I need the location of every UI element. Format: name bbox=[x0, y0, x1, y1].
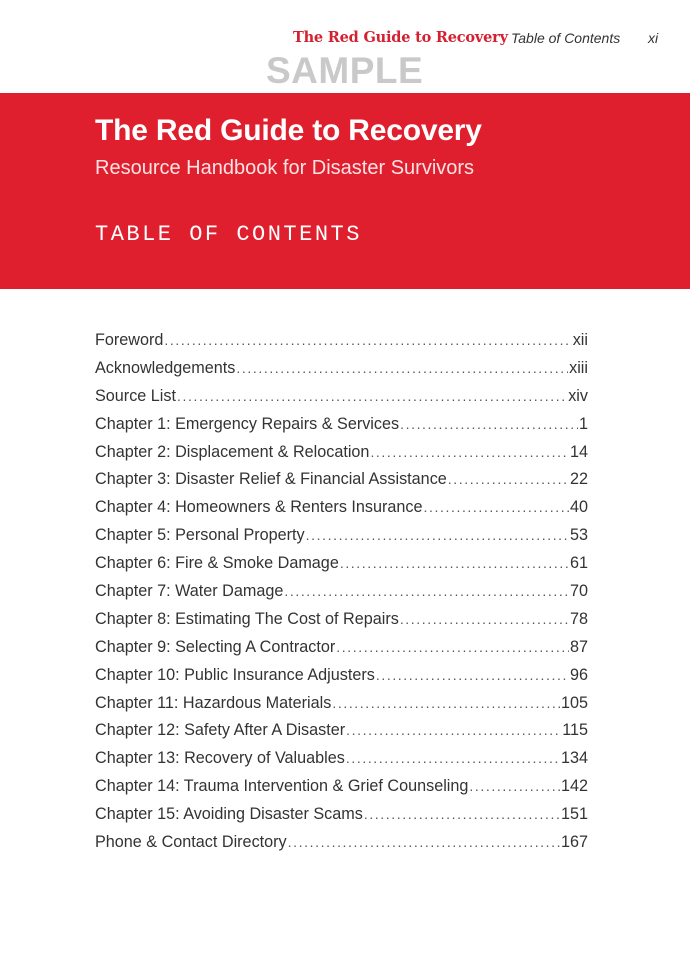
toc-entry-label: Chapter 10: Public Insurance Adjusters bbox=[95, 665, 375, 684]
sample-watermark: SAMPLE bbox=[266, 50, 424, 91]
toc-entry-label: Chapter 9: Selecting A Contractor bbox=[95, 637, 336, 656]
dot-leader bbox=[364, 806, 560, 822]
toc-entry-page: xii bbox=[572, 331, 588, 349]
toc-entry-page: 142 bbox=[560, 777, 588, 796]
toc-entry[interactable] bbox=[95, 331, 588, 359]
running-header-section: Table of Contents bbox=[511, 30, 621, 46]
toc-entry-label: Chapter 1: Emergency Repairs & Services bbox=[95, 414, 400, 433]
toc-entry[interactable] bbox=[95, 666, 588, 694]
toc-entry-label: Foreword bbox=[95, 331, 164, 349]
dot-leader bbox=[306, 527, 569, 543]
dot-leader bbox=[332, 695, 560, 711]
toc-entry-page: 151 bbox=[560, 805, 588, 824]
section-heading: TABLE OF CONTENTS bbox=[95, 222, 362, 247]
toc-entry[interactable] bbox=[95, 582, 588, 610]
running-header-book-title: The Red Guide to Recovery bbox=[293, 29, 508, 46]
toc-entry-label: Chapter 11: Hazardous Materials bbox=[95, 693, 332, 712]
toc-entry[interactable] bbox=[95, 443, 588, 471]
dot-leader bbox=[370, 444, 569, 460]
toc-entry-page: 167 bbox=[560, 833, 588, 852]
toc-entry-label: Phone & Contact Directory bbox=[95, 833, 287, 852]
dot-leader bbox=[340, 555, 569, 571]
dot-leader bbox=[448, 471, 569, 487]
dot-leader bbox=[400, 416, 578, 432]
toc-entry-label: Source List bbox=[95, 386, 176, 405]
table-of-contents bbox=[95, 331, 588, 861]
toc-entry[interactable] bbox=[95, 554, 588, 582]
toc-entry[interactable] bbox=[95, 777, 588, 805]
toc-entry-page: 53 bbox=[569, 526, 588, 545]
toc-entry[interactable] bbox=[95, 387, 588, 415]
toc-entry-label: Acknowledgements bbox=[95, 358, 236, 377]
toc-entry[interactable] bbox=[95, 610, 588, 638]
toc-entry[interactable] bbox=[95, 470, 588, 498]
toc-entry-page: 61 bbox=[569, 554, 588, 573]
toc-entry-page: 78 bbox=[569, 609, 588, 628]
toc-entry-page: 87 bbox=[569, 637, 588, 656]
toc-entry[interactable] bbox=[95, 498, 588, 526]
dot-leader bbox=[376, 667, 569, 683]
dot-leader bbox=[346, 722, 561, 738]
toc-entry[interactable] bbox=[95, 721, 588, 749]
toc-entry-label: Chapter 5: Personal Property bbox=[95, 526, 305, 545]
toc-entry-page: xiii bbox=[569, 358, 588, 377]
page-number: xi bbox=[648, 30, 659, 46]
book-subtitle: Resource Handbook for Disaster Survivors bbox=[95, 157, 475, 179]
toc-entry-page: 134 bbox=[560, 749, 588, 768]
dot-leader bbox=[424, 499, 569, 515]
toc-entry[interactable] bbox=[95, 359, 588, 387]
toc-entry-label: Chapter 13: Recovery of Valuables bbox=[95, 749, 345, 768]
running-header bbox=[0, 29, 690, 49]
toc-entry-page: 70 bbox=[569, 582, 588, 601]
toc-entry-label: Chapter 2: Displacement & Relocation bbox=[95, 442, 370, 461]
toc-entry-label: Chapter 12: Safety After A Disaster bbox=[95, 721, 346, 740]
toc-entry[interactable] bbox=[95, 805, 588, 833]
toc-entry[interactable] bbox=[95, 694, 588, 722]
toc-entry[interactable] bbox=[95, 638, 588, 666]
dot-leader bbox=[400, 611, 569, 627]
title-band bbox=[0, 93, 690, 289]
toc-entry[interactable] bbox=[95, 415, 588, 443]
dot-leader bbox=[177, 388, 567, 404]
toc-entry-label: Chapter 8: Estimating The Cost of Repairs bbox=[95, 609, 399, 628]
book-title: The Red Guide to Recovery bbox=[95, 114, 482, 147]
dot-leader bbox=[284, 583, 569, 599]
toc-entry-page: xiv bbox=[568, 386, 588, 405]
toc-entry-page: 1 bbox=[578, 414, 588, 433]
toc-entry-page: 105 bbox=[560, 693, 588, 712]
toc-entry-page: 40 bbox=[569, 498, 588, 517]
toc-entry-page: 22 bbox=[569, 470, 588, 489]
toc-entry[interactable] bbox=[95, 749, 588, 777]
dot-leader bbox=[346, 750, 560, 766]
toc-entry-page: 96 bbox=[569, 665, 588, 684]
toc-entry-label: Chapter 7: Water Damage bbox=[95, 582, 284, 601]
dot-leader bbox=[236, 360, 568, 376]
toc-entry-label: Chapter 15: Avoiding Disaster Scams bbox=[95, 805, 363, 824]
toc-entry-label: Chapter 3: Disaster Relief & Financial Assistance bbox=[95, 470, 447, 489]
toc-entry-page: 14 bbox=[569, 442, 588, 461]
dot-leader bbox=[469, 778, 560, 794]
toc-entry[interactable] bbox=[95, 526, 588, 554]
toc-entry-label: Chapter 14: Trauma Intervention & Grief Counseling bbox=[95, 777, 469, 796]
toc-entry-page: 115 bbox=[562, 721, 588, 740]
dot-leader bbox=[288, 834, 560, 850]
toc-entry[interactable] bbox=[95, 833, 588, 861]
toc-entry-label: Chapter 6: Fire & Smoke Damage bbox=[95, 554, 339, 573]
dot-leader bbox=[164, 332, 571, 348]
toc-entry-label: Chapter 4: Homeowners & Renters Insurance bbox=[95, 498, 423, 517]
dot-leader bbox=[336, 639, 569, 655]
